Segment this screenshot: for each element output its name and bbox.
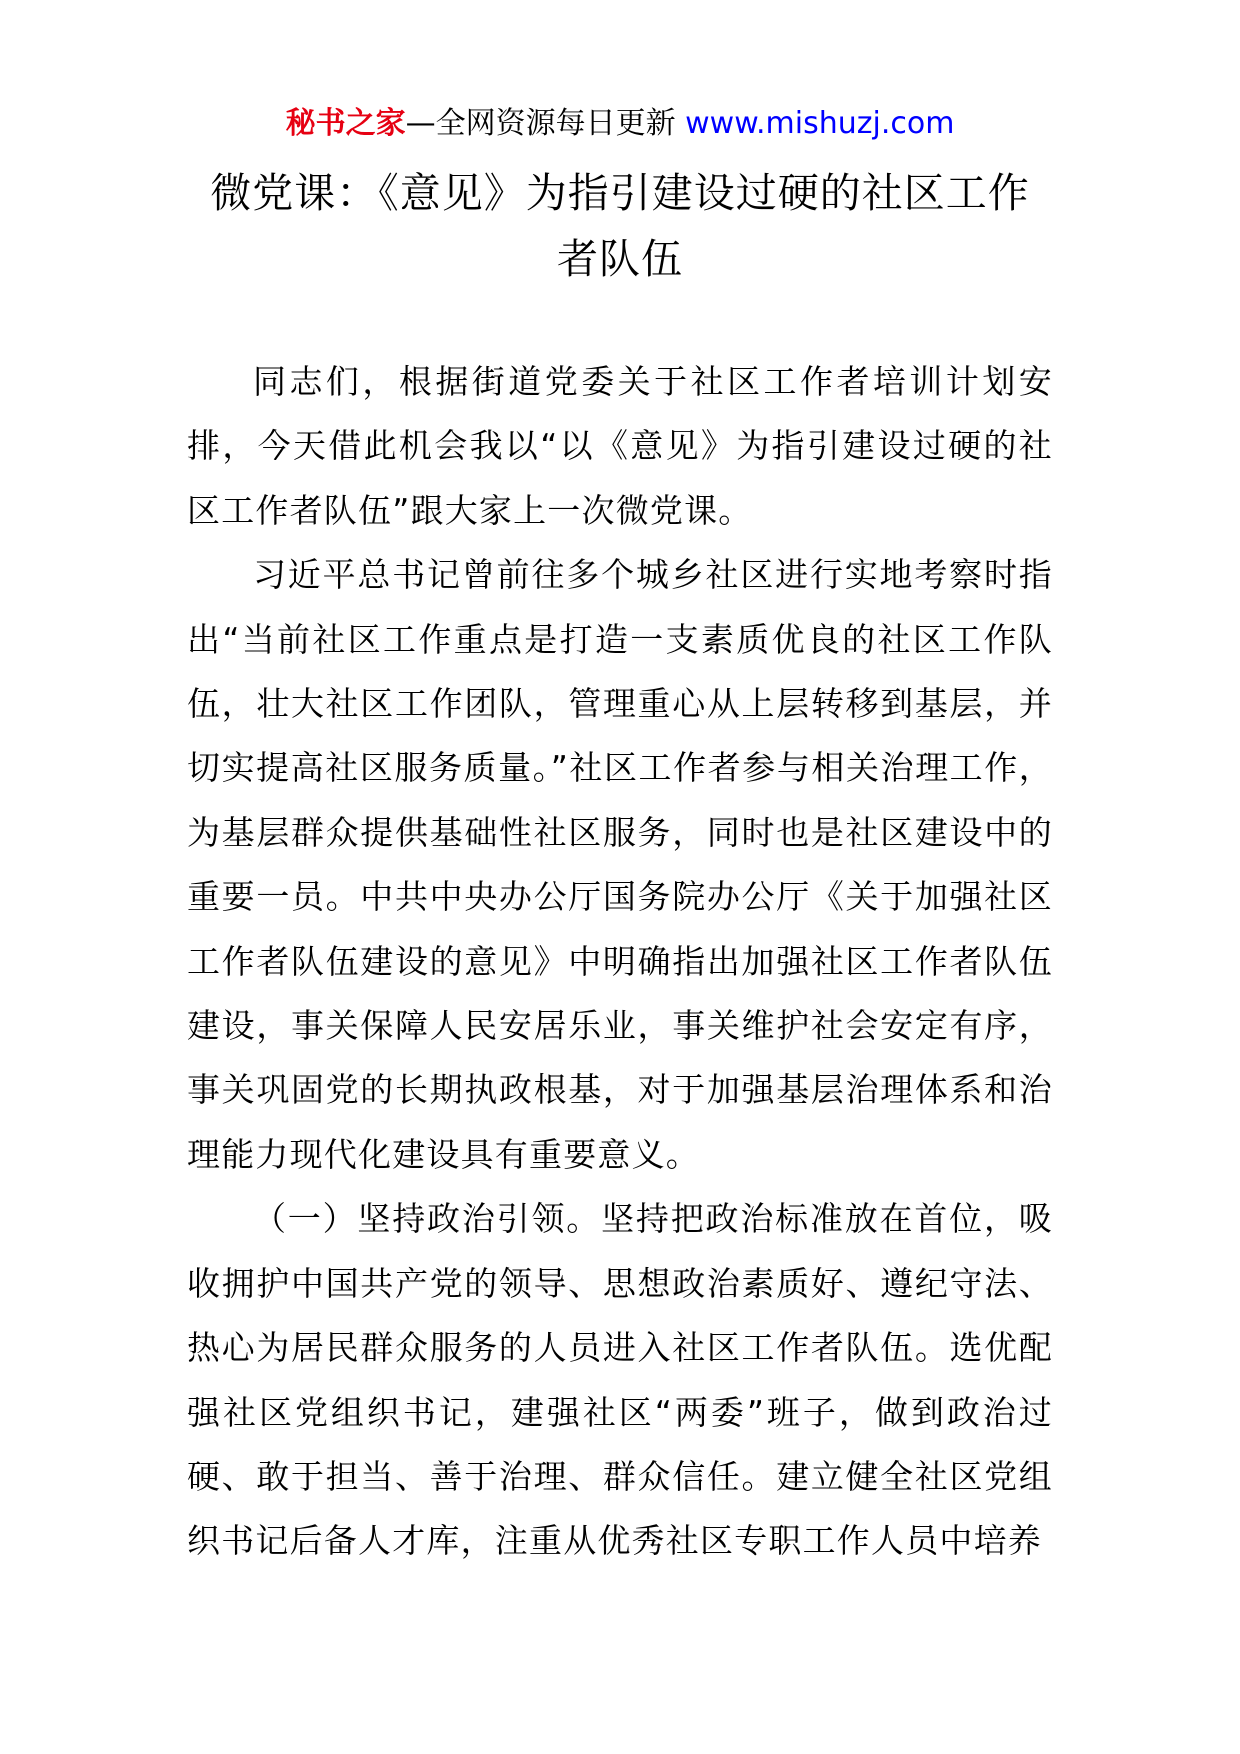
site-brand: 秘书之家	[285, 106, 406, 141]
paragraph-political-leadership: （一）坚持政治引领。坚持把政治标准放在首位，吸收拥护中国共产党的领导、思想政治素质好、遵纪守法、热心为居民群众服务的人员进入社区工作者队伍。选优配强社区党组织书记，建强社区“两委”班子，做到政治过硬、敢于担当、善于治理、群众信任。建立健全社区党组织书记后备人才库，注重从优秀社区专职工作人员中培养	[187, 1199, 1053, 1561]
site-tagline: —全网资源每日更新	[405, 106, 686, 141]
document-title-line-1: 微党课：《意见》为指引建设过硬的社区工作	[210, 169, 1030, 217]
site-url-link[interactable]: www.mishuzj.com	[685, 106, 955, 141]
paragraph-background: 习近平总书记曾前往多个城乡社区进行实地考察时指出“当前社区工作重点是打造一支素质优良的社区工作队伍，壮大社区工作团队，管理重心从上层转移到基层，并切实提高社区服务质量。”社区工作者参与相关治理工作，为基层群众提供基础性社区服务，同时也是社区建设中的重要一员。中共中央办公厅国务院办公厅《关于加强社区工作者队伍建设的意见》中明确指出加强社区工作者队伍建设，事关保障人民安居乐业，事关维护社会安定有序，事关巩固党的长期执政根基，对于加强基层治理体系和治理能力现代化建设具有重要意义。	[187, 555, 1053, 1174]
document-title	[190, 160, 1050, 292]
site-header	[0, 104, 1240, 144]
paragraph-opening: 同志们，根据街道党委关于社区工作者培训计划安排，今天借此机会我以“以《意见》为指引建设过硬的社区工作者队伍”跟大家上一次微党课。	[187, 362, 1053, 530]
document-body	[187, 350, 1053, 1574]
document-title-line-2: 者队伍	[557, 235, 683, 283]
